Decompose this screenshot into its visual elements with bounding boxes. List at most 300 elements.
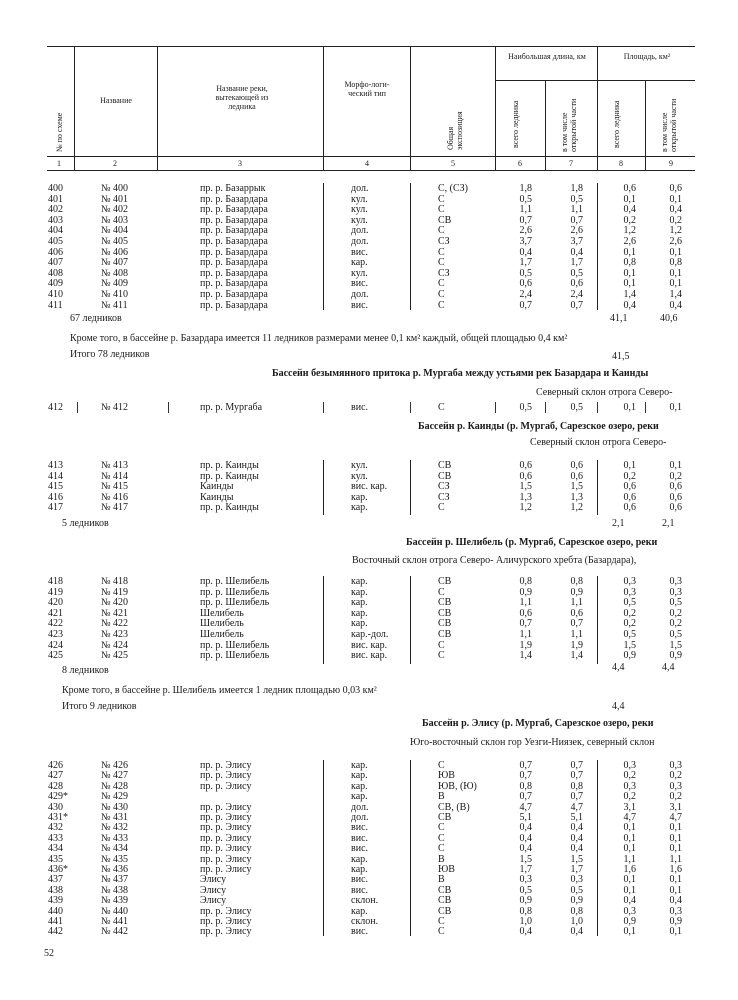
- cell-length-open: 0,3: [570, 874, 583, 886]
- cell-area-open: 0,6: [669, 481, 682, 493]
- header-divider: [495, 46, 496, 170]
- cell-length-open: 0,5: [570, 402, 583, 413]
- cell-glacier-name: № 418: [101, 576, 129, 587]
- cell-glacier-name: № 421: [101, 607, 129, 619]
- cell-area-open: 0,1: [669, 843, 682, 855]
- cell-morph-type: вис.: [351, 843, 369, 855]
- cell-area-total: 0,2: [623, 470, 636, 482]
- page-number: 52: [44, 948, 54, 959]
- cell-length-total: 1,7: [519, 864, 532, 875]
- cell-morph-type: вис. кар.: [351, 650, 388, 662]
- table-row: [0, 874, 738, 885]
- cell-glacier-name: № 408: [101, 267, 129, 279]
- cell-area-open: 0,6: [669, 183, 682, 194]
- cell-morph-type: склон.: [351, 916, 379, 927]
- block1-note: Кроме того, в бассейне р. Базардара имеется 11 ледников размерами менее 0,1 км² каждый, общей площадью 0,4 км²: [70, 333, 568, 344]
- table-row: [0, 215, 738, 226]
- cell-length-total: 1,1: [519, 629, 532, 640]
- cell-length-open: 0,9: [570, 586, 583, 598]
- cell-exposure: СЗ: [438, 236, 450, 247]
- header-divider: [545, 80, 546, 170]
- table-row: [0, 760, 738, 771]
- cell-glacier-name: № 441: [101, 916, 129, 927]
- cell-morph-type: вис. кар.: [351, 639, 388, 651]
- cell-glacier-name: № 407: [101, 257, 129, 269]
- cell-area-total: 0,1: [623, 884, 636, 896]
- cell-area-open: 1,6: [669, 864, 682, 875]
- table-row: [0, 608, 738, 619]
- cell-exposure: СВ, (В): [438, 801, 470, 813]
- block5-subtitle: Юго-восточный склон гор Уезги-Ниязек, северный склон: [410, 737, 655, 748]
- cell-length-total: 0,6: [519, 607, 532, 619]
- cell-length-open: 0,8: [570, 576, 583, 587]
- table-row: [0, 640, 738, 651]
- cell-exposure: С: [438, 289, 445, 300]
- cell-glacier-name: № 401: [101, 193, 129, 205]
- cell-area-open: 0,1: [669, 874, 682, 886]
- cell-length-open: 0,7: [570, 214, 583, 226]
- cell-glacier-name: № 420: [101, 597, 129, 609]
- cell-area-open: 0,4: [669, 299, 682, 311]
- cell-glacier-number: 434: [48, 843, 63, 855]
- cell-area-total: 0,8: [623, 257, 636, 269]
- cell-glacier-name: № 404: [101, 225, 129, 237]
- cell-length-total: 0,4: [519, 843, 532, 855]
- cell-glacier-number: 430: [48, 801, 63, 813]
- cell-exposure: В: [438, 874, 445, 886]
- header-divider: [157, 46, 158, 170]
- cell-area-total: 0,1: [623, 267, 636, 279]
- cell-glacier-name: № 438: [101, 884, 129, 896]
- table-row: [0, 471, 738, 482]
- header-divider: [323, 46, 324, 170]
- cell-length-open: 1,1: [570, 597, 583, 609]
- cell-exposure: С: [438, 760, 445, 771]
- table-row: [0, 257, 738, 268]
- cell-glacier-name: № 422: [101, 618, 129, 630]
- cell-glacier-name: № 402: [101, 204, 129, 216]
- cell-length-total: 0,8: [519, 780, 532, 792]
- cell-morph-type: кар.: [351, 491, 368, 503]
- cell-glacier-number: 413: [48, 460, 63, 471]
- block5-title: Бассейн р. Элису (р. Мургаб, Сарезское озеро, реки: [422, 718, 654, 729]
- cell-area-total: 0,1: [623, 832, 636, 844]
- cell-glacier-number: 440: [48, 905, 63, 917]
- cell-glacier-name: № 439: [101, 895, 129, 907]
- cell-length-open: 0,7: [570, 760, 583, 771]
- cell-glacier-name: № 436: [101, 864, 129, 875]
- row-divider: [495, 402, 496, 413]
- cell-length-total: 0,4: [519, 246, 532, 258]
- cell-area-open: 0,3: [669, 586, 682, 598]
- col-number-label: 7: [569, 159, 573, 168]
- row-divider: [597, 402, 598, 413]
- cell-exposure: С: [438, 650, 445, 662]
- cell-outflow-river: пр. р. Базардара: [200, 278, 268, 290]
- group-divider: [323, 460, 324, 515]
- cell-exposure: ЮВ, (Ю): [438, 780, 477, 792]
- cell-length-open: 1,2: [570, 502, 583, 514]
- cell-area-open: 1,1: [669, 853, 682, 865]
- cell-area-open: 0,9: [669, 916, 682, 927]
- cell-outflow-river: пр. р. Элису: [200, 832, 252, 844]
- cell-area-open: 1,5: [669, 639, 682, 651]
- cell-area-total: 0,4: [623, 895, 636, 907]
- col-number-label: 4: [365, 159, 369, 168]
- cell-exposure: СВ: [438, 576, 452, 587]
- table-row: [0, 864, 738, 875]
- cell-glacier-number: 433: [48, 832, 63, 844]
- cell-morph-type: дол.: [351, 812, 369, 823]
- table-row: [0, 481, 738, 492]
- cell-exposure: ЮВ: [438, 770, 455, 782]
- cell-morph-type: кар.: [351, 502, 368, 514]
- cell-area-open: 0,1: [669, 278, 682, 290]
- cell-glacier-name: № 419: [101, 586, 129, 598]
- cell-area-open: 0,5: [669, 629, 682, 640]
- block4-count: 8 ледников: [62, 665, 109, 676]
- cell-area-open: 4,7: [669, 812, 682, 823]
- cell-exposure: С: [438, 639, 445, 651]
- cell-exposure: СВ: [438, 214, 452, 226]
- cell-area-total: 0,5: [623, 597, 636, 609]
- cell-glacier-number: 407: [48, 257, 63, 269]
- cell-glacier-number: 401: [48, 193, 63, 205]
- cell-length-total: 0,9: [519, 586, 532, 598]
- cell-length-open: 1,5: [570, 853, 583, 865]
- cell-area-open: 0,1: [669, 193, 682, 205]
- cell-length-total: 0,8: [519, 576, 532, 587]
- cell-area-open: 0,2: [669, 214, 682, 226]
- cell-morph-type: кар.: [351, 864, 368, 875]
- cell-glacier-name: № 412: [101, 402, 129, 413]
- block4-subtitle: Восточный склон отрога Северо- Аличурского хребта (Базардара),: [352, 555, 637, 566]
- cell-length-total: 0,5: [519, 193, 532, 205]
- cell-area-open: 0,3: [669, 780, 682, 792]
- cell-area-total: 0,4: [623, 299, 636, 311]
- block4-total: Итого 9 ледников: [62, 701, 137, 712]
- cell-length-open: 1,8: [570, 183, 583, 194]
- cell-area-total: 0,1: [623, 926, 636, 938]
- cell-glacier-name: № 429: [101, 791, 129, 803]
- table-row: [0, 629, 738, 640]
- cell-length-total: 0,7: [519, 760, 532, 771]
- group-divider: [323, 183, 324, 310]
- cell-glacier-name: № 405: [101, 236, 129, 247]
- cell-glacier-name: № 410: [101, 289, 129, 300]
- cell-exposure: С, (СЗ): [438, 183, 469, 194]
- cell-length-total: 0,7: [519, 770, 532, 782]
- cell-exposure: СЗ: [438, 491, 450, 503]
- row-divider: [410, 402, 411, 413]
- cell-glacier-name: № 413: [101, 460, 129, 471]
- cell-exposure: В: [438, 791, 445, 803]
- cell-outflow-river: Шелибель: [200, 629, 244, 640]
- cell-outflow-river: пр. р. Базаррык: [200, 183, 266, 194]
- cell-outflow-river: пр. р. Элису: [200, 905, 252, 917]
- cell-length-total: 1,0: [519, 916, 532, 927]
- cell-outflow-river: пр. р. Элису: [200, 770, 252, 782]
- cell-glacier-number: 422: [48, 618, 63, 630]
- cell-morph-type: кар.: [351, 618, 368, 630]
- cell-glacier-name: № 442: [101, 926, 129, 938]
- cell-length-total: 0,4: [519, 832, 532, 844]
- cell-morph-type: дол.: [351, 801, 369, 813]
- cell-length-open: 0,5: [570, 884, 583, 896]
- block4-note: Кроме того, в бассейне р. Шелибель имеется 1 ледник площадью 0,03 км²: [62, 685, 377, 696]
- cell-glacier-name: № 415: [101, 481, 129, 493]
- block1-count: 67 ледников: [70, 313, 122, 324]
- cell-area-open: 0,1: [669, 822, 682, 834]
- cell-glacier-number: 425: [48, 650, 63, 662]
- cell-morph-type: дол.: [351, 236, 369, 247]
- cell-length-open: 0,5: [570, 267, 583, 279]
- cell-length-open: 1,3: [570, 491, 583, 503]
- cell-exposure: С: [438, 502, 445, 514]
- cell-length-total: 1,1: [519, 204, 532, 216]
- cell-outflow-river: пр. р. Шелибель: [200, 597, 270, 609]
- cell-length-open: 2,4: [570, 289, 583, 300]
- cell-glacier-name: № 431: [101, 812, 129, 823]
- group-divider: [597, 576, 598, 664]
- cell-morph-type: вис.: [351, 926, 369, 938]
- cell-morph-type: дол.: [351, 225, 369, 237]
- cell-glacier-number: 437: [48, 874, 63, 886]
- cell-morph-type: кул.: [351, 214, 368, 226]
- cell-outflow-river: Шелибель: [200, 618, 244, 630]
- table-row: [0, 791, 738, 802]
- cell-exposure: СВ: [438, 607, 452, 619]
- cell-glacier-number: 400: [48, 183, 63, 194]
- cell-length-total: 0,5: [519, 884, 532, 896]
- cell-glacier-number: 415: [48, 481, 63, 493]
- table-row: [0, 278, 738, 289]
- cell-morph-type: кар.: [351, 780, 368, 792]
- cell-morph-type: кар.: [351, 770, 368, 782]
- table-row: [0, 770, 738, 781]
- table-row: [0, 268, 738, 279]
- header-length-group: Наибольшая длина, км: [508, 52, 586, 61]
- cell-morph-type: дол.: [351, 289, 369, 300]
- header-col-length-open: в том числе открытой части: [560, 98, 578, 152]
- cell-area-total: 0,3: [623, 905, 636, 917]
- cell-morph-type: кул.: [351, 193, 368, 205]
- cell-area-total: 0,1: [623, 843, 636, 855]
- cell-length-open: 4,7: [570, 801, 583, 813]
- table-row: [0, 885, 738, 896]
- cell-outflow-river: пр. р. Элису: [200, 780, 252, 792]
- row-divider: [168, 402, 169, 413]
- cell-length-open: 0,4: [570, 832, 583, 844]
- header-divider: [597, 46, 598, 170]
- cell-area-open: 0,1: [669, 460, 682, 471]
- cell-area-total: 1,5: [623, 639, 636, 651]
- group-divider: [410, 760, 411, 936]
- block1-sum-area-open: 40,6: [660, 313, 678, 324]
- table-row: [0, 236, 738, 247]
- col-number-label: 2: [113, 159, 117, 168]
- cell-outflow-river: пр. р. Базардара: [200, 214, 268, 226]
- table-row: [0, 247, 738, 258]
- cell-exposure: С: [438, 916, 445, 927]
- cell-glacier-number: 402: [48, 204, 63, 216]
- table-row: [0, 289, 738, 300]
- cell-glacier-number: 417: [48, 502, 63, 514]
- cell-outflow-river: пр. р. Шелибель: [200, 586, 270, 598]
- row-divider: [645, 402, 646, 413]
- cell-length-total: 0,8: [519, 905, 532, 917]
- cell-length-total: 0,4: [519, 822, 532, 834]
- cell-length-open: 0,7: [570, 618, 583, 630]
- block1-sum-area-total: 41,1: [610, 313, 628, 324]
- cell-morph-type: вис.: [351, 246, 369, 258]
- cell-length-total: 0,3: [519, 874, 532, 886]
- cell-outflow-river: пр. р. Базардара: [200, 236, 268, 247]
- cell-area-total: 0,1: [623, 822, 636, 834]
- cell-area-open: 0,9: [669, 650, 682, 662]
- cell-outflow-river: пр. р. Шелибель: [200, 639, 270, 651]
- cell-glacier-number: 404: [48, 225, 63, 237]
- cell-outflow-river: пр. р. Элису: [200, 760, 252, 771]
- table-row: [0, 833, 738, 844]
- cell-exposure: С: [438, 257, 445, 269]
- header-col-number: № по схеме: [55, 112, 64, 152]
- cell-length-total: 1,5: [519, 481, 532, 493]
- block4-title: Бассейн р. Шелибель (р. Мургаб, Сарезское озеро, реки: [406, 537, 658, 548]
- cell-glacier-name: № 426: [101, 760, 129, 771]
- table-row: [0, 650, 738, 661]
- cell-area-total: 0,9: [623, 916, 636, 927]
- cell-area-open: 0,4: [669, 895, 682, 907]
- cell-glacier-number: 409: [48, 278, 63, 290]
- table-row: [0, 402, 738, 413]
- cell-length-total: 0,5: [519, 267, 532, 279]
- col-number-label: 3: [238, 159, 242, 168]
- group-divider: [323, 760, 324, 936]
- cell-glacier-number: 412: [48, 402, 63, 413]
- cell-area-open: 0,4: [669, 204, 682, 216]
- cell-area-total: 1,2: [623, 225, 636, 237]
- cell-outflow-river: Элису: [200, 895, 227, 907]
- cell-outflow-river: пр. р. Элису: [200, 916, 252, 927]
- cell-area-total: 0,3: [623, 780, 636, 792]
- cell-area-open: 0,2: [669, 770, 682, 782]
- cell-outflow-river: пр. р. Базардара: [200, 225, 268, 237]
- cell-area-total: 0,1: [623, 193, 636, 205]
- group-divider: [410, 576, 411, 664]
- cell-area-open: 0,2: [669, 607, 682, 619]
- table-row: [0, 576, 738, 587]
- cell-area-open: 1,2: [669, 225, 682, 237]
- numbers-bottom-rule: [47, 170, 695, 171]
- cell-area-total: 0,6: [623, 481, 636, 493]
- cell-glacier-number: 429*: [48, 791, 68, 803]
- cell-exposure: С: [438, 822, 445, 834]
- table-row: [0, 194, 738, 205]
- cell-exposure: СВ: [438, 460, 452, 471]
- cell-exposure: С: [438, 586, 445, 598]
- cell-outflow-river: пр. р. Базардара: [200, 289, 268, 300]
- block3-sum-area-open: 2,1: [662, 518, 675, 529]
- cell-exposure: С: [438, 278, 445, 290]
- group-divider: [410, 183, 411, 310]
- cell-outflow-river: пр. р. Базардара: [200, 193, 268, 205]
- cell-exposure: СВ: [438, 470, 452, 482]
- table-row: [0, 618, 738, 629]
- cell-glacier-number: 403: [48, 214, 63, 226]
- cell-length-total: 0,7: [519, 299, 532, 311]
- cell-area-total: 1,4: [623, 289, 636, 300]
- table-row: [0, 916, 738, 927]
- cell-glacier-number: 405: [48, 236, 63, 247]
- cell-length-open: 0,6: [570, 278, 583, 290]
- cell-glacier-name: № 430: [101, 801, 129, 813]
- block2-title: Бассейн безымянного притока р. Мургаба между устьями рек Базардара и Каинды: [272, 368, 649, 379]
- cell-length-total: 0,7: [519, 791, 532, 803]
- cell-glacier-number: 408: [48, 267, 63, 279]
- cell-glacier-number: 414: [48, 470, 63, 482]
- cell-length-open: 1,1: [570, 629, 583, 640]
- cell-morph-type: кар.: [351, 576, 368, 587]
- cell-morph-type: кар.-дол.: [351, 629, 389, 640]
- cell-length-total: 0,6: [519, 460, 532, 471]
- cell-area-open: 0,3: [669, 576, 682, 587]
- cell-length-open: 1,4: [570, 650, 583, 662]
- cell-length-open: 0,9: [570, 895, 583, 907]
- cell-area-total: 0,2: [623, 607, 636, 619]
- header-area-group: Площадь, км²: [623, 52, 671, 61]
- cell-area-open: 0,5: [669, 597, 682, 609]
- cell-length-open: 0,6: [570, 470, 583, 482]
- table-row: [0, 906, 738, 917]
- cell-area-open: 0,6: [669, 491, 682, 503]
- group-divider: [597, 760, 598, 936]
- cell-exposure: С: [438, 204, 445, 216]
- cell-morph-type: дол.: [351, 183, 369, 194]
- header-col-name: Название: [100, 96, 132, 105]
- cell-glacier-number: 411: [48, 299, 63, 311]
- cell-morph-type: склон.: [351, 895, 379, 907]
- cell-outflow-river: Каинды: [200, 491, 234, 503]
- cell-area-total: 4,7: [623, 812, 636, 823]
- cell-area-total: 1,6: [623, 864, 636, 875]
- cell-glacier-number: 424: [48, 639, 63, 651]
- cell-length-total: 0,6: [519, 470, 532, 482]
- cell-outflow-river: пр. р. Шелибель: [200, 650, 270, 662]
- cell-length-total: 2,4: [519, 289, 532, 300]
- cell-length-open: 2,6: [570, 225, 583, 237]
- cell-length-open: 1,7: [570, 257, 583, 269]
- header-col-area-open: в том числе открытой части: [660, 98, 678, 152]
- cell-glacier-number: 428: [48, 780, 63, 792]
- cell-glacier-name: № 435: [101, 853, 129, 865]
- cell-area-open: 0,1: [669, 267, 682, 279]
- cell-area-total: 2,6: [623, 236, 636, 247]
- cell-glacier-number: 436*: [48, 864, 68, 875]
- cell-exposure: СВ: [438, 812, 452, 823]
- cell-exposure: С: [438, 299, 445, 311]
- cell-length-open: 0,4: [570, 843, 583, 855]
- cell-glacier-name: № 432: [101, 822, 129, 834]
- cell-glacier-number: 418: [48, 576, 63, 587]
- cell-area-total: 3,1: [623, 801, 636, 813]
- header-mid-rule: [495, 80, 695, 81]
- cell-glacier-number: 423: [48, 629, 63, 640]
- cell-area-total: 0,2: [623, 618, 636, 630]
- cell-length-total: 1,3: [519, 491, 532, 503]
- cell-glacier-number: 419: [48, 586, 63, 598]
- cell-area-total: 0,5: [623, 629, 636, 640]
